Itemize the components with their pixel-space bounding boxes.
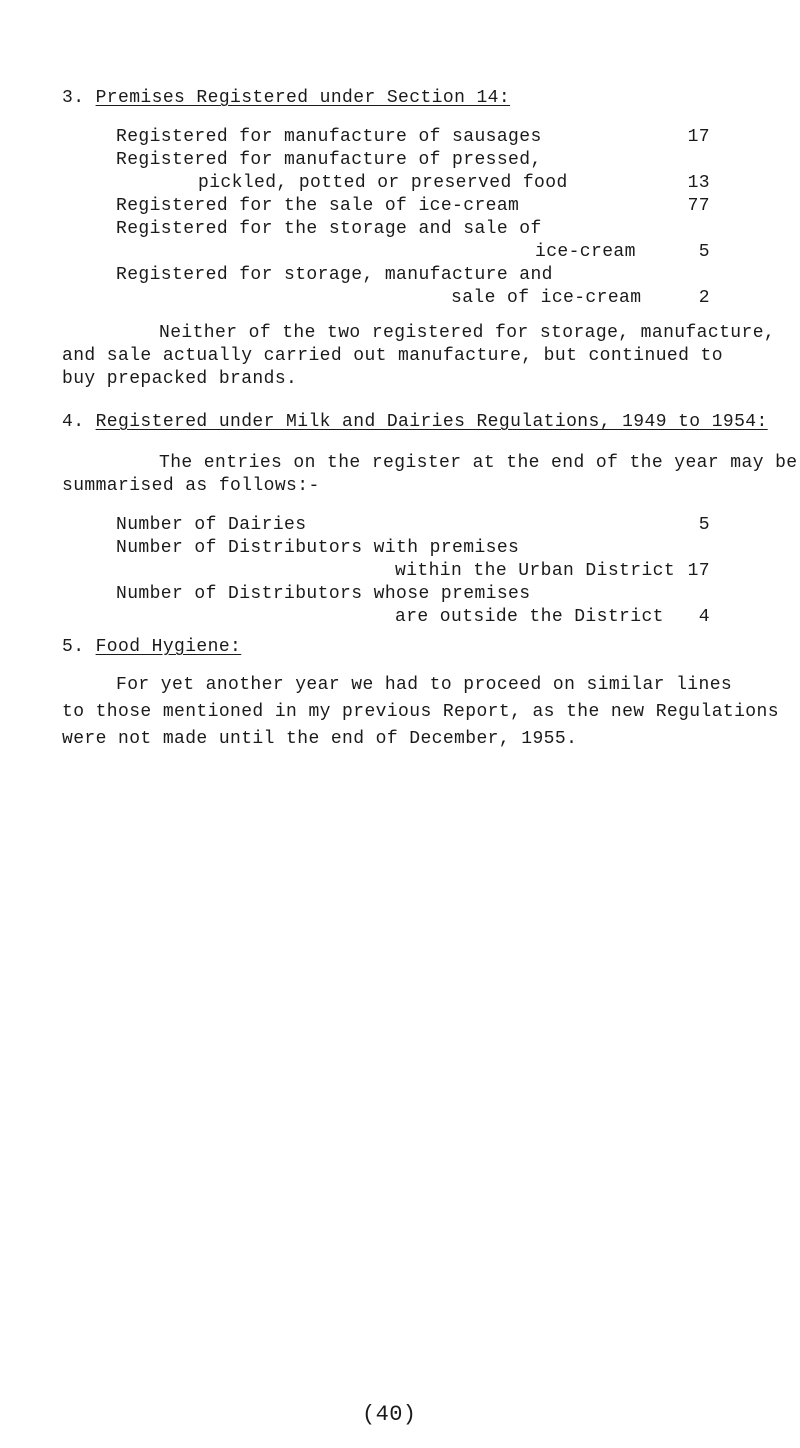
section-number: 3. (62, 88, 85, 108)
paragraph-line: and sale actually carried out manufacture, but continued to (62, 346, 723, 366)
section-number: 4. (62, 412, 85, 432)
row-label-continued: pickled, potted or preserved food (198, 173, 568, 193)
row-value: 77 (687, 196, 710, 216)
row-label: Number of Distributors with premises (116, 538, 520, 558)
row-label: Number of Distributors whose premises (116, 584, 531, 604)
paragraph-line: Neither of the two registered for storage, manufacture, (159, 323, 776, 343)
section-3-heading (62, 88, 510, 108)
row-value: 13 (687, 173, 710, 193)
row-value: 2 (698, 288, 710, 308)
paragraph-line: buy prepacked brands. (62, 369, 298, 389)
row-value: 5 (698, 515, 710, 535)
row-value: 5 (698, 242, 710, 262)
row-value: 17 (687, 127, 710, 147)
paragraph-line: For yet another year we had to proceed on similar lines (116, 675, 733, 695)
row-label-continued: within the Urban District (395, 561, 676, 581)
row-value: 4 (698, 607, 710, 627)
section-number: 5. (62, 637, 85, 657)
section-title: Premises Registered under Section 14: (95, 88, 511, 108)
row-label-continued: are outside the District (395, 607, 664, 627)
paragraph-line: to those mentioned in my previous Report, as the new Regulations (62, 702, 779, 722)
section-title: Registered under Milk and Dairies Regulations, 1949 to 1954: (95, 412, 768, 432)
row-label: Registered for manufacture of pressed, (116, 150, 542, 170)
page-number: (40) (362, 1402, 417, 1427)
row-label: Registered for the storage and sale of (116, 219, 542, 239)
paragraph-line: were not made until the end of December, 1955. (62, 729, 578, 749)
section-title: Food Hygiene: (95, 637, 242, 657)
row-label: Number of Dairies (116, 515, 307, 535)
row-label-continued: ice-cream (535, 242, 636, 262)
row-label: Registered for the sale of ice-cream (116, 196, 520, 216)
section-5-heading (62, 637, 241, 657)
paragraph-line: The entries on the register at the end of the year may be (159, 453, 798, 473)
row-label: Registered for manufacture of sausages (116, 127, 542, 147)
row-label-continued: sale of ice-cream (451, 288, 642, 308)
row-label: Registered for storage, manufacture and (116, 265, 553, 285)
section-4-heading (62, 412, 768, 432)
row-value: 17 (687, 561, 710, 581)
paragraph-line: summarised as follows:- (62, 476, 320, 496)
